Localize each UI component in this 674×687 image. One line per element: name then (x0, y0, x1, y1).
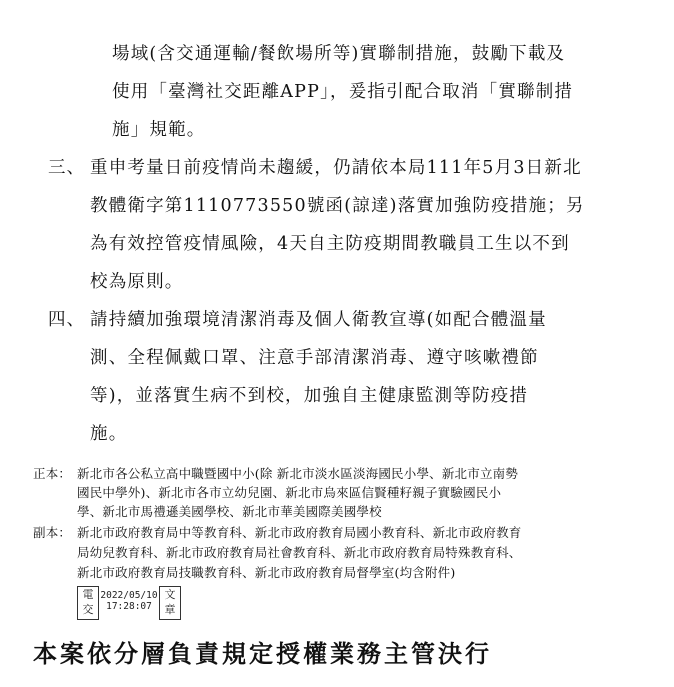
copy-recipient-line-3: 新北市政府教育局技職教育科、新北市政府教育局督學室(均含附件) (77, 565, 456, 580)
authorization-footer: 本案依分層負責規定授權業務主管決行 (33, 639, 492, 668)
stamp-left-box (77, 586, 99, 620)
item4-line-4: 施。 (90, 424, 128, 444)
item4-line-3: 等)，並落實生病不到校，加強自主健康監測等防疫措 (90, 386, 529, 406)
main-recipient-line-1: 新北市各公私立高中職暨國中小(除 新北市淡水區淡海國民小學、新北市立南勢 (77, 466, 519, 481)
item4-line-2: 測、全程佩戴口罩、注意手部清潔消毒、遵守咳嗽禮節 (90, 348, 539, 368)
electronic-exchange-stamp (77, 585, 181, 619)
copy-recipient-line-1: 新北市政府教育局中等教育科、新北市政府教育局國小教育科、新北市政府教育 (77, 525, 522, 540)
stamp-right-top-char: 文 (164, 588, 176, 601)
stamp-left-bottom-char: 交 (82, 603, 94, 616)
stamp-right-box (159, 586, 181, 620)
stamp-right-bottom-char: 章 (164, 603, 176, 616)
body-cont-line-2: 使用「臺灣社交距離APP」，爰指引配合取消「實聯制措 (112, 82, 574, 102)
item3-line-2: 教體衛字第1110773550號函(諒達)落實加強防疫措施；另 (90, 196, 585, 216)
copy-recipient-label: 副本： (33, 525, 72, 540)
stamp-time: 17:28:07 (106, 601, 152, 612)
item3-line-3: 為有效控管疫情風險，4天自主防疫期間教職員工生以不到 (90, 234, 570, 254)
stamp-date: 2022/05/10 (100, 590, 158, 601)
item3-number: 三、 (48, 158, 85, 178)
item3-line-4: 校為原則。 (90, 272, 184, 292)
main-recipient-label: 正本： (33, 466, 72, 481)
item3-line-1: 重申考量日前疫情尚未趨緩，仍請依本局111年5月3日新北 (90, 158, 582, 178)
main-recipient-line-2: 國民中學外)、新北市各市立幼兒園、新北市烏來區信賢種籽親子實驗國民小 (77, 485, 502, 500)
body-cont-line-3: 施」規範。 (112, 120, 206, 140)
copy-recipient-line-2: 局幼兒教育科、新北市政府教育局社會教育科、新北市政府教育局特殊教育科、 (77, 545, 522, 560)
item4-number: 四、 (48, 310, 85, 330)
item4-line-1: 請持續加強環境清潔消毒及個人衛教宣導(如配合體溫量 (90, 310, 547, 330)
body-cont-line-1: 場域(含交通運輸/餐飲場所等)實聯制措施，鼓勵下載及 (112, 44, 566, 64)
main-recipient-line-3: 學、新北市馬禮遜美國學校、新北市華美國際美國學校 (77, 504, 382, 519)
stamp-left-top-char: 電 (82, 588, 94, 601)
